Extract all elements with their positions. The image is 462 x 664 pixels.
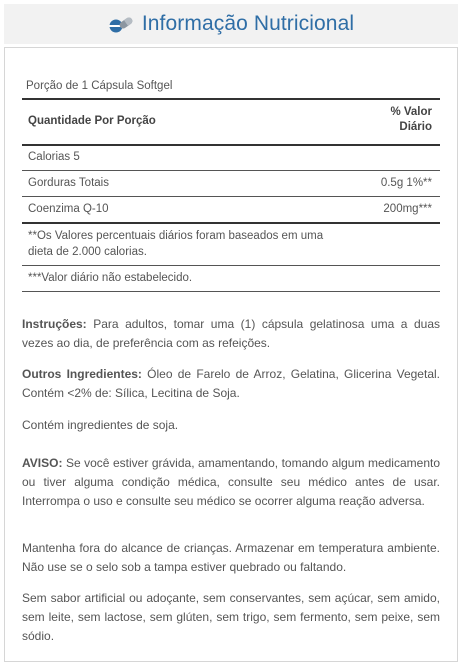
header-daily-value-line1: % Valor	[390, 106, 432, 118]
header-daily-value-line2: Diário	[399, 121, 432, 133]
table-divider	[22, 170, 440, 171]
instructions-paragraph	[22, 315, 440, 353]
table-header-daily-value	[390, 105, 432, 135]
nutrient-name-coq10: Coenzima Q-10	[28, 203, 109, 215]
other-ingredients-paragraph	[22, 365, 440, 403]
footnote-daily-values: **Os Valores percentuais diários foram baseados em uma dieta de 2.000 calorias.	[28, 230, 324, 258]
warning-label: AVISO:	[22, 456, 63, 470]
storage-paragraph: Mantenha fora do alcance de crianças. Armazenar em temperatura ambiente. Não use se o selo sob a tampa estiver quebrado ou faltando.	[22, 541, 440, 574]
table-divider	[22, 291, 440, 292]
table-header-amount: Quantidade Por Porção	[28, 115, 156, 127]
warning-text: Se você estiver grávida, amamentando, tomando algum medicamento ou tiver alguma condição médica, consulte seu médico antes de usar. Interrompa o uso e consulte seu médico se ocorrer alguma reação adversa.	[22, 456, 440, 508]
table-divider	[22, 98, 440, 100]
other-ingredients-text: Óleo de Farelo de Arroz, Gelatina, Glicerina Vegetal. Contém <2% de: Sílica, Lecitina de Soja.	[22, 367, 440, 400]
warning-paragraph	[22, 454, 440, 511]
instructions-text: Para adultos, tomar uma (1) cápsula gelatinosa uma a duas vezes ao dia, de preferência com as refeições.	[22, 317, 440, 350]
page-title: Informação Nutricional	[141, 12, 355, 35]
nutrient-value-coq10: 200mg***	[383, 203, 432, 215]
nutrient-name-calories: Calorias 5	[28, 151, 80, 163]
footnote-not-established: ***Valor diário não estabelecido.	[28, 272, 193, 284]
other-ingredients-label: Outros Ingredientes:	[22, 367, 142, 381]
table-divider	[22, 196, 440, 197]
table-divider	[22, 265, 440, 266]
nutrient-name-total-fat: Gorduras Totais	[28, 177, 109, 189]
table-divider	[22, 222, 440, 224]
soy-notice: Contém ingredientes de soja.	[22, 418, 179, 432]
table-divider	[22, 144, 440, 146]
nutrition-header	[4, 4, 458, 44]
pill-capsule-icon	[108, 14, 134, 34]
serving-size: Porção de 1 Cápsula Softgel	[26, 80, 173, 92]
free-from-paragraph: Sem sabor artificial ou adoçante, sem conservantes, sem açúcar, sem amido, sem leite, sem lactose, sem glúten, sem trigo, sem fermento, sem peixe, sem sódio.	[22, 591, 440, 643]
instructions-label: Instruções:	[22, 317, 87, 331]
nutrient-value-total-fat: 0.5g 1%**	[380, 177, 432, 189]
